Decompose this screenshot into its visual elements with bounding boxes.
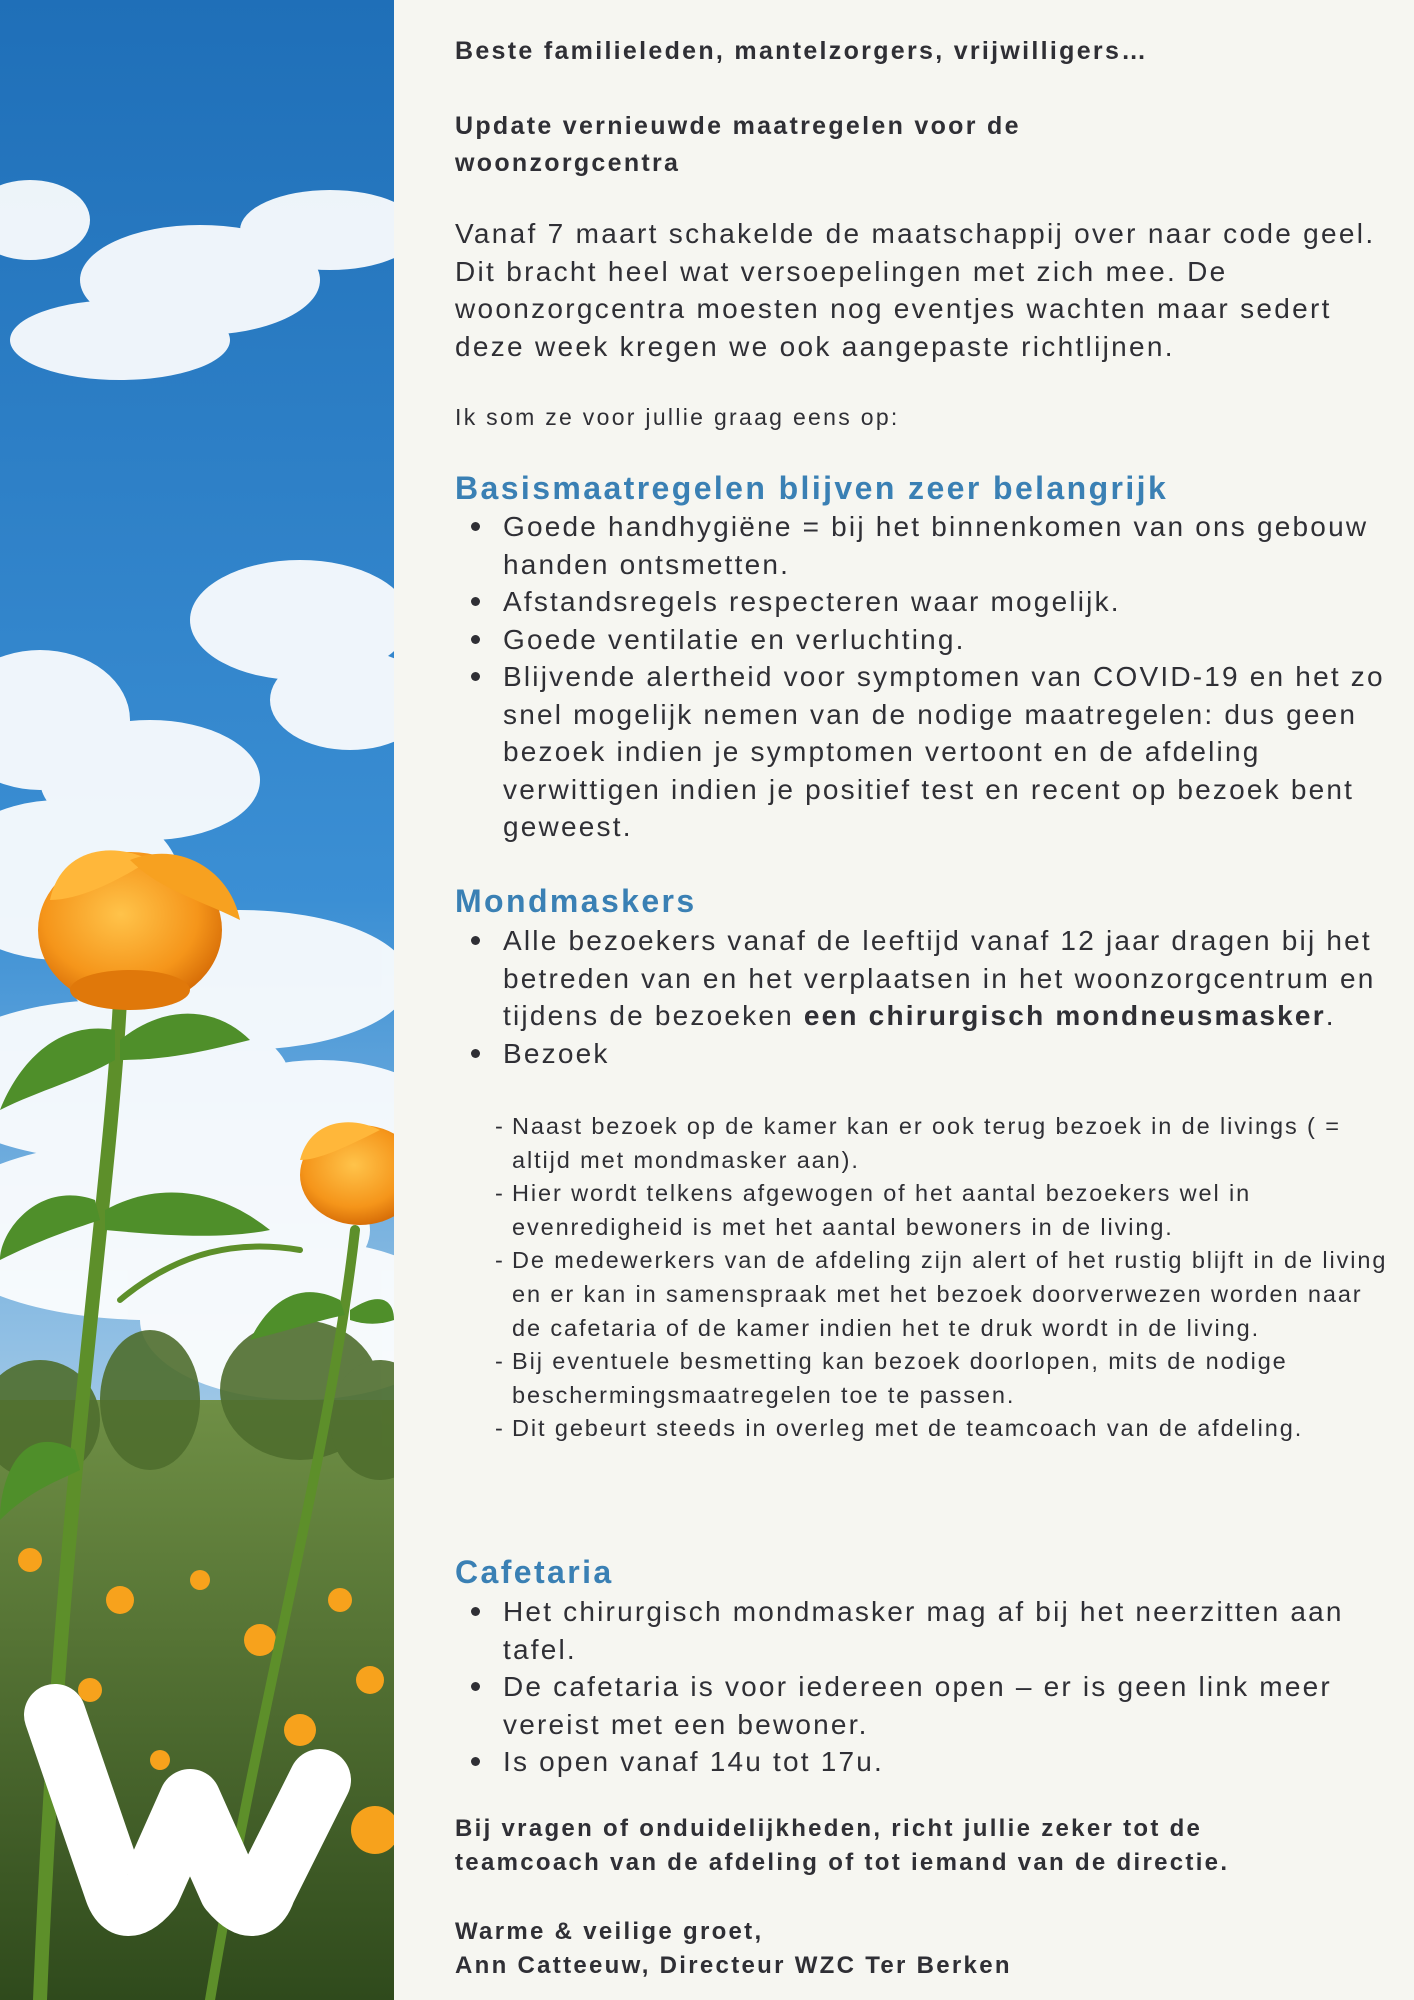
section-heading-masks: Mondmaskers — [455, 883, 697, 919]
bullet-icon — [471, 597, 480, 606]
visit-sublist — [495, 1110, 1395, 1446]
list-item: Goede ventilatie en verluchting. — [455, 621, 1390, 659]
bullet-icon — [471, 1607, 480, 1616]
list-item: Is open vanaf 14u tot 17u. — [455, 1743, 1390, 1781]
list-item: - Naast bezoek op de kamer kan er ook terug bezoek in de livings ( = altijd met mondmasker aan). — [495, 1113, 1341, 1173]
list-item: Alle bezoekers vanaf de leeftijd vanaf 12 jaar dragen bij het betreden van en het verplaatsen in het woonzorgcentrum en tijdens de bezoeken een chirurgisch mondneusmasker. — [455, 922, 1390, 1035]
section-heading-basic: Basismaatregelen blijven zeer belangrijk — [455, 470, 1169, 506]
bullet-icon — [471, 1049, 480, 1058]
bullet-icon — [471, 672, 480, 681]
bullet-icon — [471, 522, 480, 531]
list-item: - Dit gebeurt steeds in overleg met de teamcoach van de afdeling. — [495, 1415, 1304, 1442]
update-title: Update vernieuwde maatregelen voor de woonzorgcentra — [455, 112, 1021, 177]
bullet-icon — [471, 936, 480, 945]
masks-list — [455, 922, 1390, 1072]
greeting: Beste familieleden, mantelzorgers, vrijwilligers… — [455, 37, 1149, 65]
photo-panel — [0, 0, 394, 2000]
basic-measures-list — [455, 508, 1390, 846]
list-item: - Hier wordt telkens afgewogen of het aantal bezoekers wel in evenredigheid is met het aantal bewoners in de living. — [495, 1180, 1252, 1240]
list-item: Bezoek — [455, 1035, 1390, 1073]
list-item: - Bij eventuele besmetting kan bezoek doorlopen, mits de nodige beschermingsmaatregelen toe te passen. — [495, 1348, 1288, 1408]
intro-paragraph: Vanaf 7 maart schakelde de maatschappij over naar code geel. Dit bracht heel wat versoepelingen met zich mee. De woonzorgcentra moesten nog eventjes wachten maar sedert deze week kregen we ook aangepaste richtlijnen. — [455, 218, 1376, 362]
questions-note: Bij vragen of onduidelijkheden, richt jullie zeker tot de teamcoach van de afdeling of tot iemand van de directie. — [455, 1815, 1230, 1876]
bullet-icon — [471, 635, 480, 644]
bullet-icon — [471, 1757, 480, 1766]
summary-line: Ik som ze voor jullie graag eens op: — [455, 404, 900, 430]
list-item: Het chirurgisch mondmasker mag af bij het neerzitten aan tafel. — [455, 1593, 1390, 1668]
bullet-icon — [471, 1682, 480, 1691]
list-item: Blijvende alertheid voor symptomen van COVID-19 en het zo snel mogelijk nemen van de nodige maatregelen: dus geen bezoek indien je symptomen vertoont en de afdeling verwittigen indien je positief test en recent op bezoek bent geweest. — [455, 658, 1390, 846]
closing-greeting: Warme & veilige groet, — [455, 1918, 764, 1945]
cafetaria-list — [455, 1593, 1390, 1781]
list-item: De cafetaria is voor iedereen open – er is geen link meer vereist met een bewoner. — [455, 1668, 1390, 1743]
list-item: - De medewerkers van de afdeling zijn alert of het rustig blijft in de living en er kan in samenspraak met het bezoek doorverwezen worden naar de cafetaria of de kamer indien het te druk wordt in de living. — [495, 1247, 1388, 1341]
signature: Ann Catteeuw, Directeur WZC Ter Berken — [455, 1952, 1012, 1979]
list-item: Afstandsregels respecteren waar mogelijk. — [455, 583, 1390, 621]
section-heading-cafetaria: Cafetaria — [455, 1554, 614, 1590]
sky-flower-illustration — [0, 0, 394, 2000]
list-item: Goede handhygiëne = bij het binnenkomen van ons gebouw handen ontsmetten. — [455, 508, 1390, 583]
